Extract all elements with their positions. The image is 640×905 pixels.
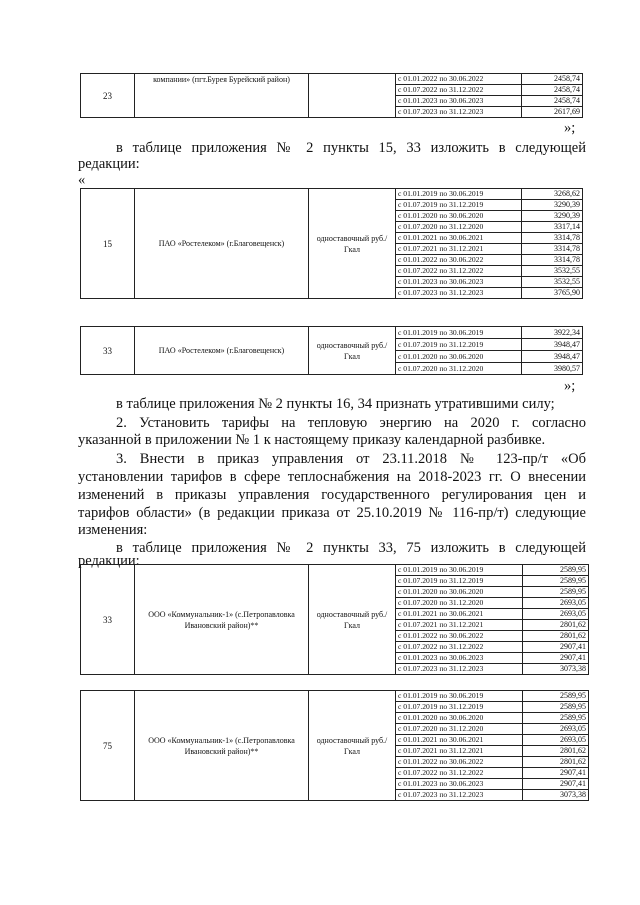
paragraph-line: установлении тарифов в сфере теплоснабжения на 2018-2023 гг. О внесении bbox=[78, 469, 586, 485]
period-cell: с 01.07.2023 по 31.12.2023 bbox=[396, 790, 523, 801]
paragraph-line: 2. Установить тарифы на тепловую энергию на 2020 г. согласно bbox=[116, 415, 586, 431]
tariff-unit: одноставочный руб./Гкал bbox=[309, 691, 396, 801]
period-cell: с 01.01.2019 по 30.06.2019 bbox=[396, 327, 522, 339]
period-cell: с 01.07.2022 по 31.12.2022 bbox=[396, 642, 523, 653]
period-cell: с 01.01.2023 по 30.06.2023 bbox=[396, 277, 522, 288]
tariff-value: 2801,62 bbox=[523, 757, 589, 768]
period-cell: с 01.01.2022 по 30.06.2022 bbox=[396, 757, 523, 768]
period-cell: с 01.07.2021 по 31.12.2021 bbox=[396, 620, 523, 631]
tariff-value: 3980,57 bbox=[522, 363, 583, 375]
period-cell: с 01.01.2020 по 30.06.2020 bbox=[396, 351, 522, 363]
period-cell: с 01.07.2022 по 31.12.2022 bbox=[396, 85, 522, 96]
period-cell: с 01.07.2020 по 31.12.2020 bbox=[396, 363, 522, 375]
period-cell: с 01.01.2021 по 30.06.2021 bbox=[396, 609, 523, 620]
tariff-value: 2907,41 bbox=[523, 779, 589, 790]
paragraph-line: 3. Внести в приказ управления от 23.11.2018 № 123-пр/т «Об bbox=[116, 451, 586, 467]
tariff-value: 2801,62 bbox=[523, 746, 589, 757]
tariff-value: 2801,62 bbox=[523, 620, 589, 631]
tariff-value: 2589,95 bbox=[523, 702, 589, 713]
organization-name: компании» (пгт.Бурея Бурейский район) bbox=[135, 74, 309, 118]
closing-quote: »; bbox=[564, 378, 576, 394]
paragraph-line: в таблице приложения № 2 пункты 33, 75 изложить в следующей bbox=[116, 540, 586, 556]
tariff-value: 2907,41 bbox=[523, 768, 589, 779]
paragraph-line: редакции: bbox=[78, 156, 140, 172]
organization-name: ПАО «Ростелеком» (г.Благовещенск) bbox=[135, 327, 309, 375]
tariff-unit bbox=[309, 74, 396, 118]
period-cell: с 01.07.2019 по 31.12.2019 bbox=[396, 576, 523, 587]
period-cell: с 01.07.2021 по 31.12.2021 bbox=[396, 244, 522, 255]
tariff-value: 2589,95 bbox=[523, 713, 589, 724]
tariff-value: 2589,95 bbox=[523, 576, 589, 587]
tariff-table-23 bbox=[80, 73, 583, 118]
organization-name: ООО «Коммунальник-1» (с.Петропавловка Ивановский район)** bbox=[135, 691, 309, 801]
paragraph-line: в таблице приложения № 2 пункты 15, 33 изложить в следующей bbox=[116, 140, 586, 156]
closing-quote: »; bbox=[564, 120, 576, 136]
item-number: 15 bbox=[81, 189, 135, 299]
period-cell: с 01.07.2019 по 31.12.2019 bbox=[396, 200, 522, 211]
tariff-value: 3765,90 bbox=[522, 288, 583, 299]
tariff-value: 2458,74 bbox=[522, 85, 583, 96]
period-cell: с 01.07.2021 по 31.12.2021 bbox=[396, 746, 523, 757]
tariff-value: 3532,55 bbox=[522, 277, 583, 288]
period-cell: с 01.01.2019 по 30.06.2019 bbox=[396, 189, 522, 200]
tariff-value: 3268,62 bbox=[522, 189, 583, 200]
period-cell: с 01.01.2020 по 30.06.2020 bbox=[396, 587, 523, 598]
period-cell: с 01.01.2021 по 30.06.2021 bbox=[396, 233, 522, 244]
tariff-value: 3532,55 bbox=[522, 266, 583, 277]
period-cell: с 01.07.2022 по 31.12.2022 bbox=[396, 266, 522, 277]
period-cell: с 01.01.2023 по 30.06.2023 bbox=[396, 96, 522, 107]
period-cell: с 01.01.2020 по 30.06.2020 bbox=[396, 211, 522, 222]
period-cell: с 01.07.2023 по 31.12.2023 bbox=[396, 107, 522, 118]
period-cell: с 01.07.2020 по 31.12.2020 bbox=[396, 598, 523, 609]
tariff-value: 2458,74 bbox=[522, 96, 583, 107]
item-number: 33 bbox=[81, 327, 135, 375]
paragraph-line: указанной в приложении № 1 к настоящему приказу календарной разбивке. bbox=[78, 432, 546, 448]
tariff-value: 3922,34 bbox=[522, 327, 583, 339]
tariff-value: 2693,05 bbox=[523, 609, 589, 620]
tariff-value: 3314,78 bbox=[522, 233, 583, 244]
period-cell: с 01.07.2023 по 31.12.2023 bbox=[396, 664, 523, 675]
opening-quote: « bbox=[78, 172, 86, 188]
period-cell: с 01.07.2023 по 31.12.2023 bbox=[396, 288, 522, 299]
item-number: 23 bbox=[81, 74, 135, 118]
tariff-value: 2907,41 bbox=[523, 642, 589, 653]
tariff-value: 3314,78 bbox=[522, 255, 583, 266]
tariff-value: 3290,39 bbox=[522, 200, 583, 211]
period-cell: с 01.01.2019 по 30.06.2019 bbox=[396, 565, 523, 576]
tariff-value: 2589,95 bbox=[523, 587, 589, 598]
period-cell: с 01.01.2019 по 30.06.2019 bbox=[396, 691, 523, 702]
tariff-table-33-kommunalnik bbox=[80, 564, 589, 675]
period-cell: с 01.01.2021 по 30.06.2021 bbox=[396, 735, 523, 746]
period-cell: с 01.01.2022 по 30.06.2022 bbox=[396, 631, 523, 642]
period-cell: с 01.01.2020 по 30.06.2020 bbox=[396, 713, 523, 724]
tariff-table-15 bbox=[80, 188, 583, 299]
tariff-value: 2907,41 bbox=[523, 653, 589, 664]
tariff-value: 2589,95 bbox=[523, 565, 589, 576]
tariff-value: 2458,74 bbox=[522, 74, 583, 85]
period-cell: с 01.07.2020 по 31.12.2020 bbox=[396, 222, 522, 233]
tariff-unit: одноставочный руб./Гкал bbox=[309, 327, 396, 375]
tariff-table-75 bbox=[80, 690, 589, 801]
tariff-value: 2617,69 bbox=[522, 107, 583, 118]
paragraph-line: изменений в приказы управления государственного регулирования цен и bbox=[78, 487, 586, 503]
tariff-value: 3290,39 bbox=[522, 211, 583, 222]
period-cell: с 01.07.2022 по 31.12.2022 bbox=[396, 768, 523, 779]
period-cell: с 01.07.2020 по 31.12.2020 bbox=[396, 724, 523, 735]
period-cell: с 01.07.2019 по 31.12.2019 bbox=[396, 702, 523, 713]
period-cell: с 01.01.2022 по 30.06.2022 bbox=[396, 255, 522, 266]
paragraph-line: изменения: bbox=[78, 522, 148, 538]
tariff-value: 3073,38 bbox=[523, 664, 589, 675]
organization-name: ПАО «Ростелеком» (г.Благовещенск) bbox=[135, 189, 309, 299]
tariff-value: 3317,14 bbox=[522, 222, 583, 233]
period-cell: с 01.01.2023 по 30.06.2023 bbox=[396, 653, 523, 664]
organization-name: ООО «Коммунальник-1» (с.Петропавловка Ивановский район)** bbox=[135, 565, 309, 675]
item-number: 75 bbox=[81, 691, 135, 801]
tariff-unit: одноставочный руб./Гкал bbox=[309, 565, 396, 675]
tariff-value: 2693,05 bbox=[523, 735, 589, 746]
tariff-value: 3073,38 bbox=[523, 790, 589, 801]
tariff-unit: одноставочный руб./Гкал bbox=[309, 189, 396, 299]
period-cell: с 01.01.2023 по 30.06.2023 bbox=[396, 779, 523, 790]
paragraph-line: в таблице приложения № 2 пункты 16, 34 признать утратившими силу; bbox=[116, 396, 555, 412]
tariff-value: 3948,47 bbox=[522, 351, 583, 363]
period-cell: с 01.01.2022 по 30.06.2022 bbox=[396, 74, 522, 85]
tariff-value: 2693,05 bbox=[523, 598, 589, 609]
tariff-value: 2693,05 bbox=[523, 724, 589, 735]
item-number: 33 bbox=[81, 565, 135, 675]
paragraph-line: редакции: bbox=[78, 553, 140, 569]
tariff-value: 3948,47 bbox=[522, 339, 583, 351]
tariff-value: 3314,78 bbox=[522, 244, 583, 255]
tariff-value: 2589,95 bbox=[523, 691, 589, 702]
tariff-value: 2801,62 bbox=[523, 631, 589, 642]
paragraph-line: тарифов области» (в редакции приказа от 25.10.2019 № 116-пр/т) следующие bbox=[78, 505, 586, 521]
period-cell: с 01.07.2019 по 31.12.2019 bbox=[396, 339, 522, 351]
tariff-table-33-rostelecom bbox=[80, 326, 583, 375]
